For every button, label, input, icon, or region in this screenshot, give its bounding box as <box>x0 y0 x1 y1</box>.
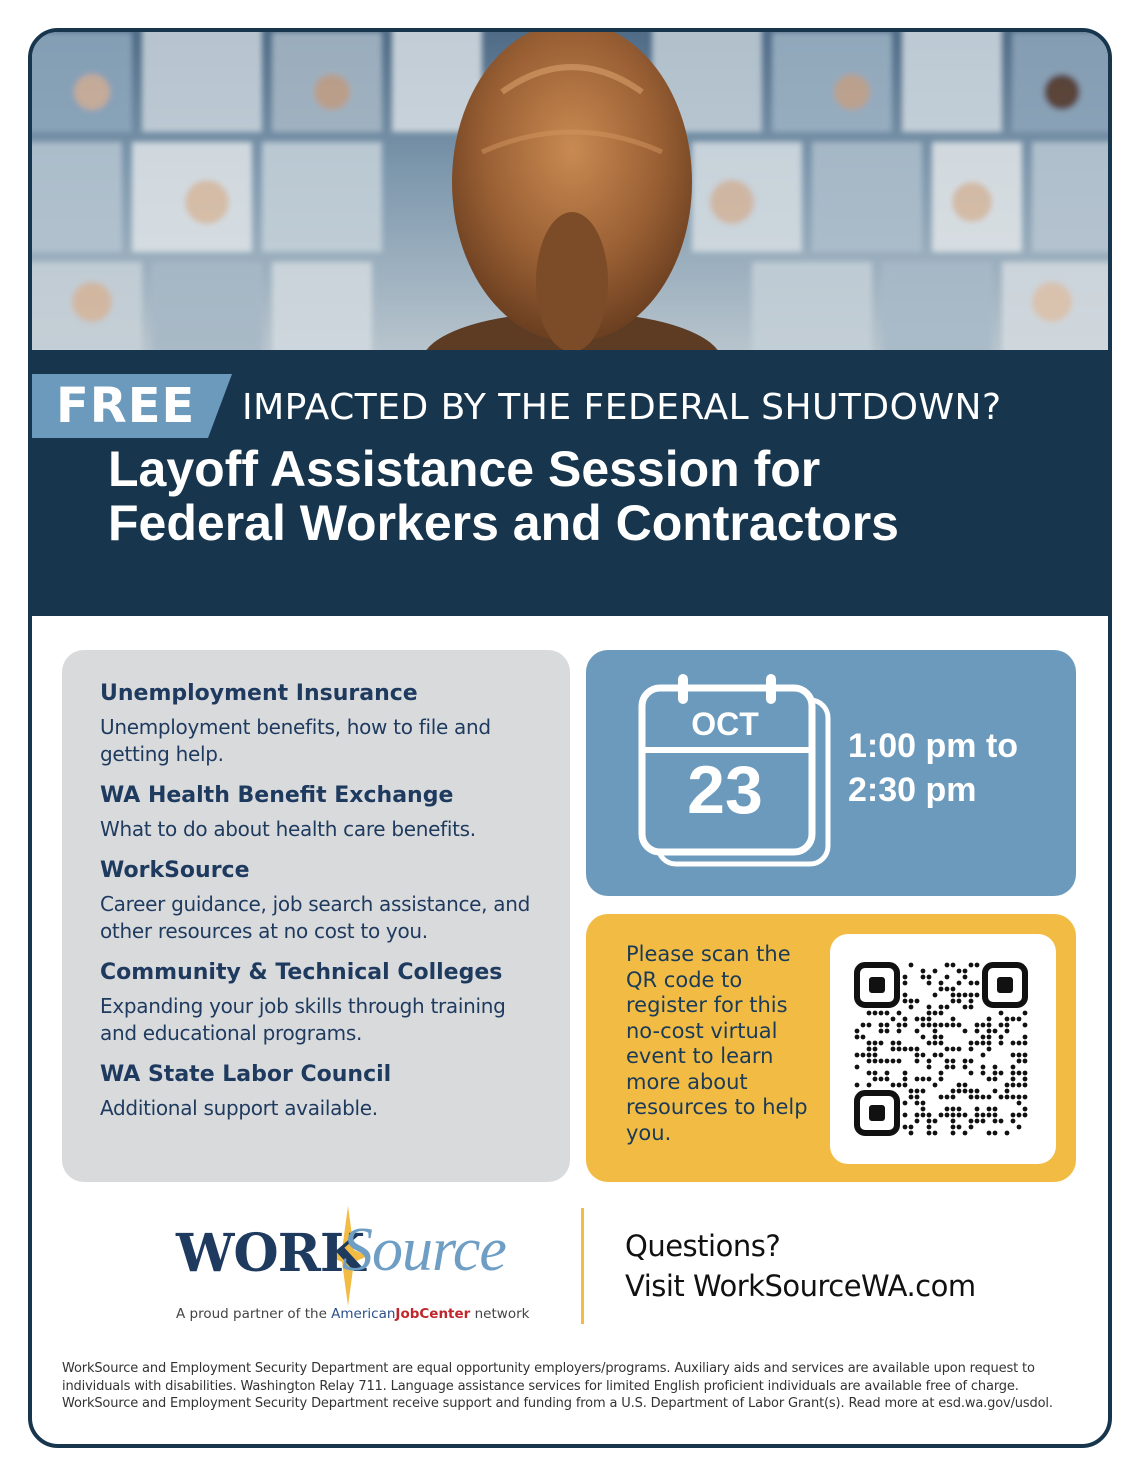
registration-text: Please scan the QR code to register for this no-cost virtual event to learn more about resources to help you. <box>626 942 808 1145</box>
event-day: 23 <box>687 752 763 828</box>
questions-label: Questions? <box>625 1229 781 1263</box>
services-list <box>100 680 540 1136</box>
service-title: WA State Labor Council <box>100 1062 392 1087</box>
logo-divider <box>581 1208 584 1324</box>
event-date-panel <box>586 650 1076 896</box>
page-title <box>108 442 1088 550</box>
website-link[interactable]: Visit WorkSourceWA.com <box>625 1269 976 1303</box>
event-time <box>848 724 1018 812</box>
worksource-logo <box>172 1202 552 1332</box>
footer-line-3: WorkSource and Employment Security Department receive support and funding from a U.S. Department of Labor Grant(s). Read more at esd.wa.gov/usdol. <box>62 1396 1053 1411</box>
service-description: Unemployment benefits, how to file and getting help. <box>100 715 491 766</box>
service-item <box>100 680 540 768</box>
hero-photo <box>32 32 1108 350</box>
video-call-background-image <box>32 32 1108 350</box>
service-item <box>100 782 540 843</box>
service-description: Career guidance, job search assistance, and other resources at no cost to you. <box>100 892 530 943</box>
service-title: Community & Technical Colleges <box>100 960 503 985</box>
logo-work-text: WORK <box>176 1223 365 1284</box>
footer-line-2: individuals with disabilities. Washington Relay 711. Language assistance services for limited English proficient individuals are available free of charge. <box>62 1378 1019 1394</box>
tagline-jobcenter: JobCenter <box>395 1306 471 1322</box>
contact-info <box>625 1226 976 1306</box>
free-label: FREE <box>56 378 196 434</box>
event-month: OCT <box>691 706 759 742</box>
service-description: What to do about health care benefits. <box>100 817 476 841</box>
logo-source-text: Source <box>342 1216 506 1284</box>
qr-code-icon[interactable] <box>854 962 1032 1138</box>
registration-panel <box>586 914 1076 1182</box>
tagline-prefix: A proud partner of the <box>176 1306 332 1322</box>
title-line-1: Layoff Assistance Session for <box>108 441 821 497</box>
service-item <box>100 959 540 1047</box>
legal-footer <box>62 1360 1082 1413</box>
tagline-american: American <box>331 1306 396 1322</box>
event-time-start: 1:00 pm to <box>848 727 1019 765</box>
service-item <box>100 857 540 945</box>
qr-code-card[interactable] <box>830 934 1056 1164</box>
service-title: WA Health Benefit Exchange <box>100 783 454 808</box>
service-item <box>100 1061 540 1122</box>
footer-line-1: WorkSource and Employment Security Department are equal opportunity employers/programs. Auxiliary aids and services are available upon request to <box>62 1361 1035 1376</box>
title-banner <box>32 350 1108 616</box>
service-description: Expanding your job skills through training and educational programs. <box>100 994 506 1045</box>
service-title: WorkSource <box>100 858 250 883</box>
service-description: Additional support available. <box>100 1096 378 1120</box>
tagline-suffix: network <box>470 1306 530 1322</box>
services-panel <box>62 650 570 1182</box>
flyer-frame <box>28 28 1112 1448</box>
logo-tagline <box>176 1306 529 1322</box>
kicker-text: IMPACTED BY THE FEDERAL SHUTDOWN? <box>242 387 1002 428</box>
title-line-2: Federal Workers and Contractors <box>108 495 899 551</box>
event-time-end: 2:30 pm <box>848 771 977 809</box>
service-title: Unemployment Insurance <box>100 681 418 706</box>
